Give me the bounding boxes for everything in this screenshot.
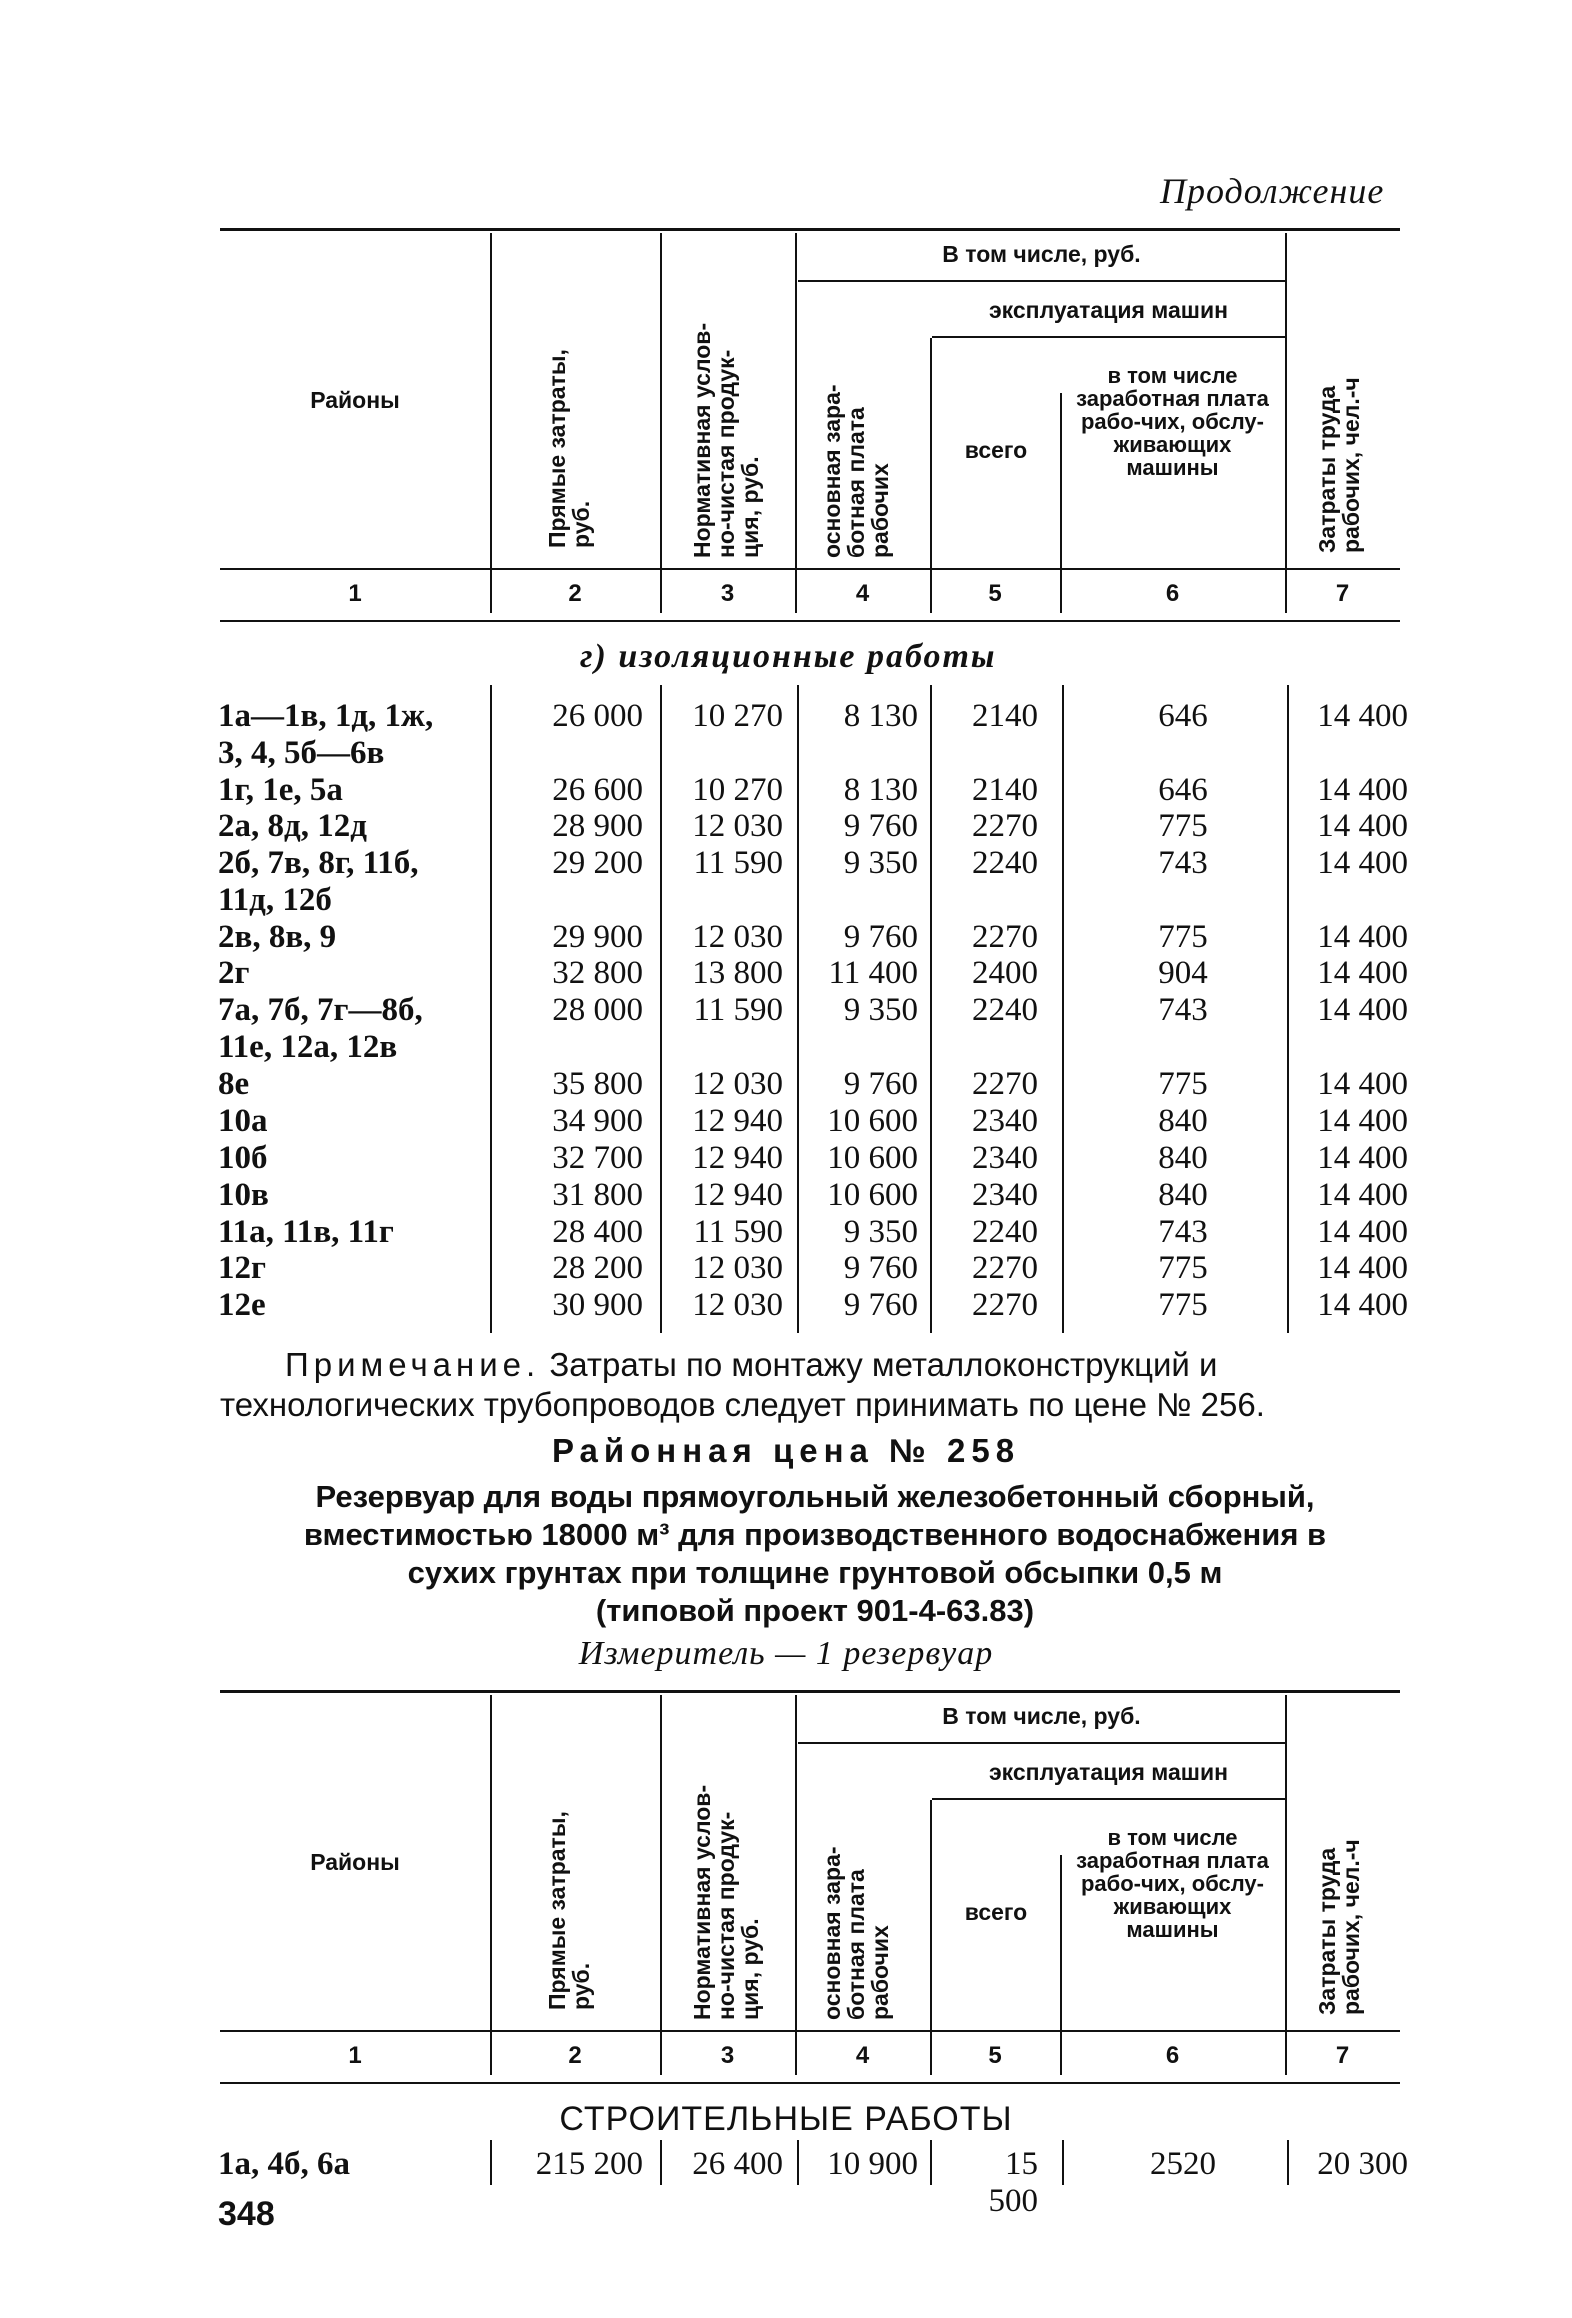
table-row — [218, 845, 1418, 882]
cell-region: 10в — [218, 1177, 269, 1213]
cell-region: 1а, 4б, 6а — [218, 2146, 350, 2182]
table-row — [218, 919, 1418, 956]
cell-machine-wage: 743 — [1158, 992, 1208, 1028]
cell-region: 10б — [218, 1140, 268, 1176]
section-title-construction: СТРОИТЕЛЬНЫЕ РАБОТЫ — [559, 2100, 1013, 2138]
cell-machine-total: 2340 — [972, 1103, 1038, 1139]
price-description — [230, 1478, 1400, 1630]
table-row — [218, 808, 1418, 845]
cell-labor: 14 400 — [1317, 1214, 1408, 1250]
cell-machine-total: 2270 — [972, 919, 1038, 955]
table-row — [218, 882, 1418, 919]
cell-basic-wage: 9 760 — [843, 1250, 918, 1286]
cell-machine-total: 2140 — [972, 772, 1038, 808]
cell-machine-wage: 2520 — [1150, 2146, 1216, 2182]
cell-direct-costs: 32 800 — [552, 955, 643, 991]
table-row — [218, 955, 1418, 992]
cell-machine-wage: 646 — [1158, 772, 1208, 808]
table-row — [218, 1140, 1418, 1177]
cell-labor: 14 400 — [1317, 845, 1408, 881]
cell-machine-wage: 840 — [1158, 1140, 1208, 1176]
cell-machine-wage: 743 — [1158, 845, 1208, 881]
header-basic-wage: основная зара- ботная плата рабочих — [819, 1846, 894, 2020]
col-number-6: 6 — [1165, 580, 1180, 607]
cell-region: 12е — [218, 1287, 266, 1323]
table-row — [218, 1214, 1418, 1251]
cell-normative-net: 12 030 — [692, 1066, 783, 1102]
header-regions: Районы — [310, 387, 400, 413]
header-labor: Затраты труда рабочих, чел.-ч — [1314, 377, 1365, 553]
desc-line: сухих грунтах при толщине грунтовой обсыпки 0,5 м — [407, 1555, 1223, 1590]
cell-machine-wage: 840 — [1158, 1177, 1208, 1213]
col-number-3: 3 — [720, 580, 735, 607]
col-number-1: 1 — [348, 580, 362, 607]
header-normative-net: Нормативная услов- но-чистая продук- ция, руб. — [689, 322, 764, 558]
col-number-7: 7 — [1335, 2042, 1350, 2069]
table-row — [218, 1029, 1418, 1066]
cell-machine-total: 2400 — [972, 955, 1038, 991]
cell-labor: 14 400 — [1317, 919, 1408, 955]
continuation-label: Продолжение — [1160, 171, 1385, 211]
cell-basic-wage: 10 600 — [827, 1140, 918, 1176]
table-row — [218, 1103, 1418, 1140]
cell-direct-costs: 29 200 — [552, 845, 643, 881]
cell-direct-costs: 28 000 — [552, 992, 643, 1028]
cell-basic-wage: 9 760 — [843, 919, 918, 955]
cell-machine-total: 2270 — [972, 1287, 1038, 1323]
cell-normative-net: 10 270 — [692, 698, 783, 734]
cell-machine-total: 2270 — [972, 1250, 1038, 1286]
header-labor: Затраты труда рабочих, чел.-ч — [1314, 1839, 1365, 2015]
price-heading: Районная цена № 258 — [551, 1432, 1021, 1469]
cell-normative-net: 12 940 — [692, 1140, 783, 1176]
cell-basic-wage: 9 350 — [843, 992, 918, 1028]
desc-line: Резервуар для воды прямоугольный железобетонный сборный, — [315, 1479, 1315, 1514]
cell-machine-wage: 743 — [1158, 1214, 1208, 1250]
cell-machine-total: 15 500 — [988, 2146, 1038, 2219]
header-basic-wage: основная зара- ботная плата рабочих — [819, 384, 894, 558]
section-title-insulation: г) изоляционные работы — [580, 638, 997, 675]
col-number-3: 3 — [720, 2042, 735, 2069]
cell-machine-wage: 775 — [1158, 919, 1208, 955]
cell-direct-costs: 31 800 — [552, 1177, 643, 1213]
cell-normative-net: 12 030 — [692, 1250, 783, 1286]
col-number-2: 2 — [568, 580, 582, 607]
cell-machine-wage: 646 — [1158, 698, 1208, 734]
cell-labor: 14 400 — [1317, 1287, 1408, 1323]
table-row — [218, 1250, 1418, 1287]
cell-normative-net: 11 590 — [693, 845, 783, 881]
cell-region: 1г, 1е, 5а — [218, 772, 343, 808]
cell-direct-costs: 35 800 — [552, 1066, 643, 1102]
desc-line: вместимостью 18000 м³ для производственного водоснабжения в — [303, 1517, 1327, 1552]
cell-labor: 14 400 — [1317, 992, 1408, 1028]
table-row — [218, 698, 1418, 735]
table-row — [218, 992, 1418, 1029]
col-number-4: 4 — [855, 2042, 870, 2069]
cell-machine-total: 2140 — [972, 698, 1038, 734]
header-machine-operation: эксплуатация машин — [988, 297, 1229, 323]
cell-region: 2б, 7в, 8г, 11б, — [218, 845, 419, 881]
col-number-5: 5 — [988, 2042, 1002, 2069]
cell-machine-wage: 775 — [1158, 1287, 1208, 1323]
note-label: Примечание. — [285, 1346, 541, 1383]
cell-basic-wage: 9 760 — [843, 1066, 918, 1102]
cell-labor: 14 400 — [1317, 772, 1408, 808]
cell-machine-total: 2270 — [972, 1066, 1038, 1102]
cell-basic-wage: 8 130 — [843, 698, 918, 734]
cell-labor: 14 400 — [1317, 1140, 1408, 1176]
col-number-5: 5 — [988, 580, 1002, 607]
cell-normative-net: 12 030 — [692, 1287, 783, 1323]
cell-labor: 14 400 — [1317, 1066, 1408, 1102]
header-including: В том числе, руб. — [942, 241, 1141, 267]
note-text: Затраты по монтажу металлоконструкций и технологических трубопроводов следует принимать по цене № 256. — [220, 1346, 1265, 1423]
cell-direct-costs: 30 900 — [552, 1287, 643, 1323]
col-number-6: 6 — [1165, 2042, 1180, 2069]
header-regions: Районы — [310, 1849, 400, 1875]
cell-direct-costs: 215 200 — [535, 2146, 643, 2182]
cell-machine-total: 2240 — [972, 992, 1038, 1028]
cell-basic-wage: 9 350 — [843, 845, 918, 881]
cell-normative-net: 10 270 — [692, 772, 783, 808]
cell-normative-net: 11 590 — [693, 992, 783, 1028]
cell-region: 11е, 12а, 12в — [218, 1029, 398, 1065]
table-row — [218, 735, 1418, 772]
cell-labor: 14 400 — [1317, 1250, 1408, 1286]
page-number: 348 — [218, 2195, 275, 2233]
col-number-2: 2 — [568, 2042, 582, 2069]
table-header-2 — [220, 1690, 1400, 2090]
cell-region: 8е — [218, 1066, 250, 1102]
cell-machine-wage: 775 — [1158, 1066, 1208, 1102]
col-number-7: 7 — [1335, 580, 1350, 607]
cell-normative-net: 12 030 — [692, 919, 783, 955]
cell-region: 3, 4, 5б—6в — [218, 735, 385, 771]
cell-normative-net: 11 590 — [693, 1214, 783, 1250]
header-total: всего — [964, 437, 1028, 463]
cell-basic-wage: 9 760 — [843, 1287, 918, 1323]
cell-region: 2г — [218, 955, 250, 991]
cell-machine-wage: 775 — [1158, 1250, 1208, 1286]
cell-machine-total: 2340 — [972, 1177, 1038, 1213]
cell-labor: 14 400 — [1317, 698, 1408, 734]
cell-machine-total: 2240 — [972, 1214, 1038, 1250]
col-number-4: 4 — [855, 580, 870, 607]
cell-normative-net: 12 940 — [692, 1177, 783, 1213]
cell-normative-net: 13 800 — [692, 955, 783, 991]
measure-unit: Измеритель — 1 резервуар — [578, 1635, 994, 1672]
cell-machine-total: 2340 — [972, 1140, 1038, 1176]
table-row — [218, 1177, 1418, 1214]
table-header-1 — [220, 228, 1400, 628]
cell-machine-wage: 840 — [1158, 1103, 1208, 1139]
cell-direct-costs: 26 600 — [552, 772, 643, 808]
table-row — [218, 1066, 1418, 1103]
cell-machine-total: 2270 — [972, 808, 1038, 844]
header-machine-wage: в том числе заработная плата рабо-чих, обслу-живающих машины — [1076, 1825, 1269, 1943]
header-direct-costs: Прямые затраты, руб. — [544, 349, 595, 548]
cell-region: 1а—1в, 1д, 1ж, — [218, 698, 434, 734]
cell-region: 2в, 8в, 9 — [218, 919, 337, 955]
cell-direct-costs: 34 900 — [552, 1103, 643, 1139]
cell-direct-costs: 28 900 — [552, 808, 643, 844]
header-machine-operation: эксплуатация машин — [988, 1759, 1229, 1785]
header-including: В том числе, руб. — [942, 1703, 1141, 1729]
cell-direct-costs: 29 900 — [552, 919, 643, 955]
cell-basic-wage: 9 760 — [843, 808, 918, 844]
cell-direct-costs: 32 700 — [552, 1140, 643, 1176]
table-row — [218, 1287, 1418, 1324]
header-normative-net: Нормативная услов- но-чистая продук- ция, руб. — [689, 1784, 764, 2020]
cell-direct-costs: 28 400 — [552, 1214, 643, 1250]
cell-region: 11а, 11в, 11г — [218, 1214, 394, 1250]
cell-normative-net: 26 400 — [692, 2146, 783, 2182]
cell-direct-costs: 28 200 — [552, 1250, 643, 1286]
cell-region: 10а — [218, 1103, 268, 1139]
cell-region: 11д, 12б — [218, 882, 332, 918]
cell-basic-wage: 10 600 — [827, 1177, 918, 1213]
table-row — [218, 772, 1418, 809]
header-direct-costs: Прямые затраты, руб. — [544, 1811, 595, 2010]
cell-labor: 14 400 — [1317, 1177, 1408, 1213]
cell-machine-total: 2240 — [972, 845, 1038, 881]
cell-basic-wage: 8 130 — [843, 772, 918, 808]
cell-region: 2а, 8д, 12д — [218, 808, 367, 844]
note-paragraph — [220, 1345, 1410, 1425]
cell-labor: 20 300 — [1317, 2146, 1408, 2182]
col-number-1: 1 — [348, 2042, 362, 2069]
cell-normative-net: 12 940 — [692, 1103, 783, 1139]
cell-labor: 14 400 — [1317, 1103, 1408, 1139]
desc-line: (типовой проект 901-4-63.83) — [595, 1593, 1035, 1628]
header-total: всего — [964, 1899, 1028, 1925]
cell-basic-wage: 10 600 — [827, 1103, 918, 1139]
cell-machine-wage: 904 — [1158, 955, 1208, 991]
cell-region: 7а, 7б, 7г—8б, — [218, 992, 423, 1028]
cell-basic-wage: 10 900 — [827, 2146, 918, 2182]
cell-direct-costs: 26 000 — [552, 698, 643, 734]
header-machine-wage: в том числе заработная плата рабо-чих, обслу-живающих машины — [1076, 363, 1269, 481]
cell-labor: 14 400 — [1317, 808, 1408, 844]
cell-region: 12г — [218, 1250, 266, 1286]
cell-labor: 14 400 — [1317, 955, 1408, 991]
cell-machine-wage: 775 — [1158, 808, 1208, 844]
cell-basic-wage: 11 400 — [828, 955, 918, 991]
cell-basic-wage: 9 350 — [843, 1214, 918, 1250]
cell-normative-net: 12 030 — [692, 808, 783, 844]
